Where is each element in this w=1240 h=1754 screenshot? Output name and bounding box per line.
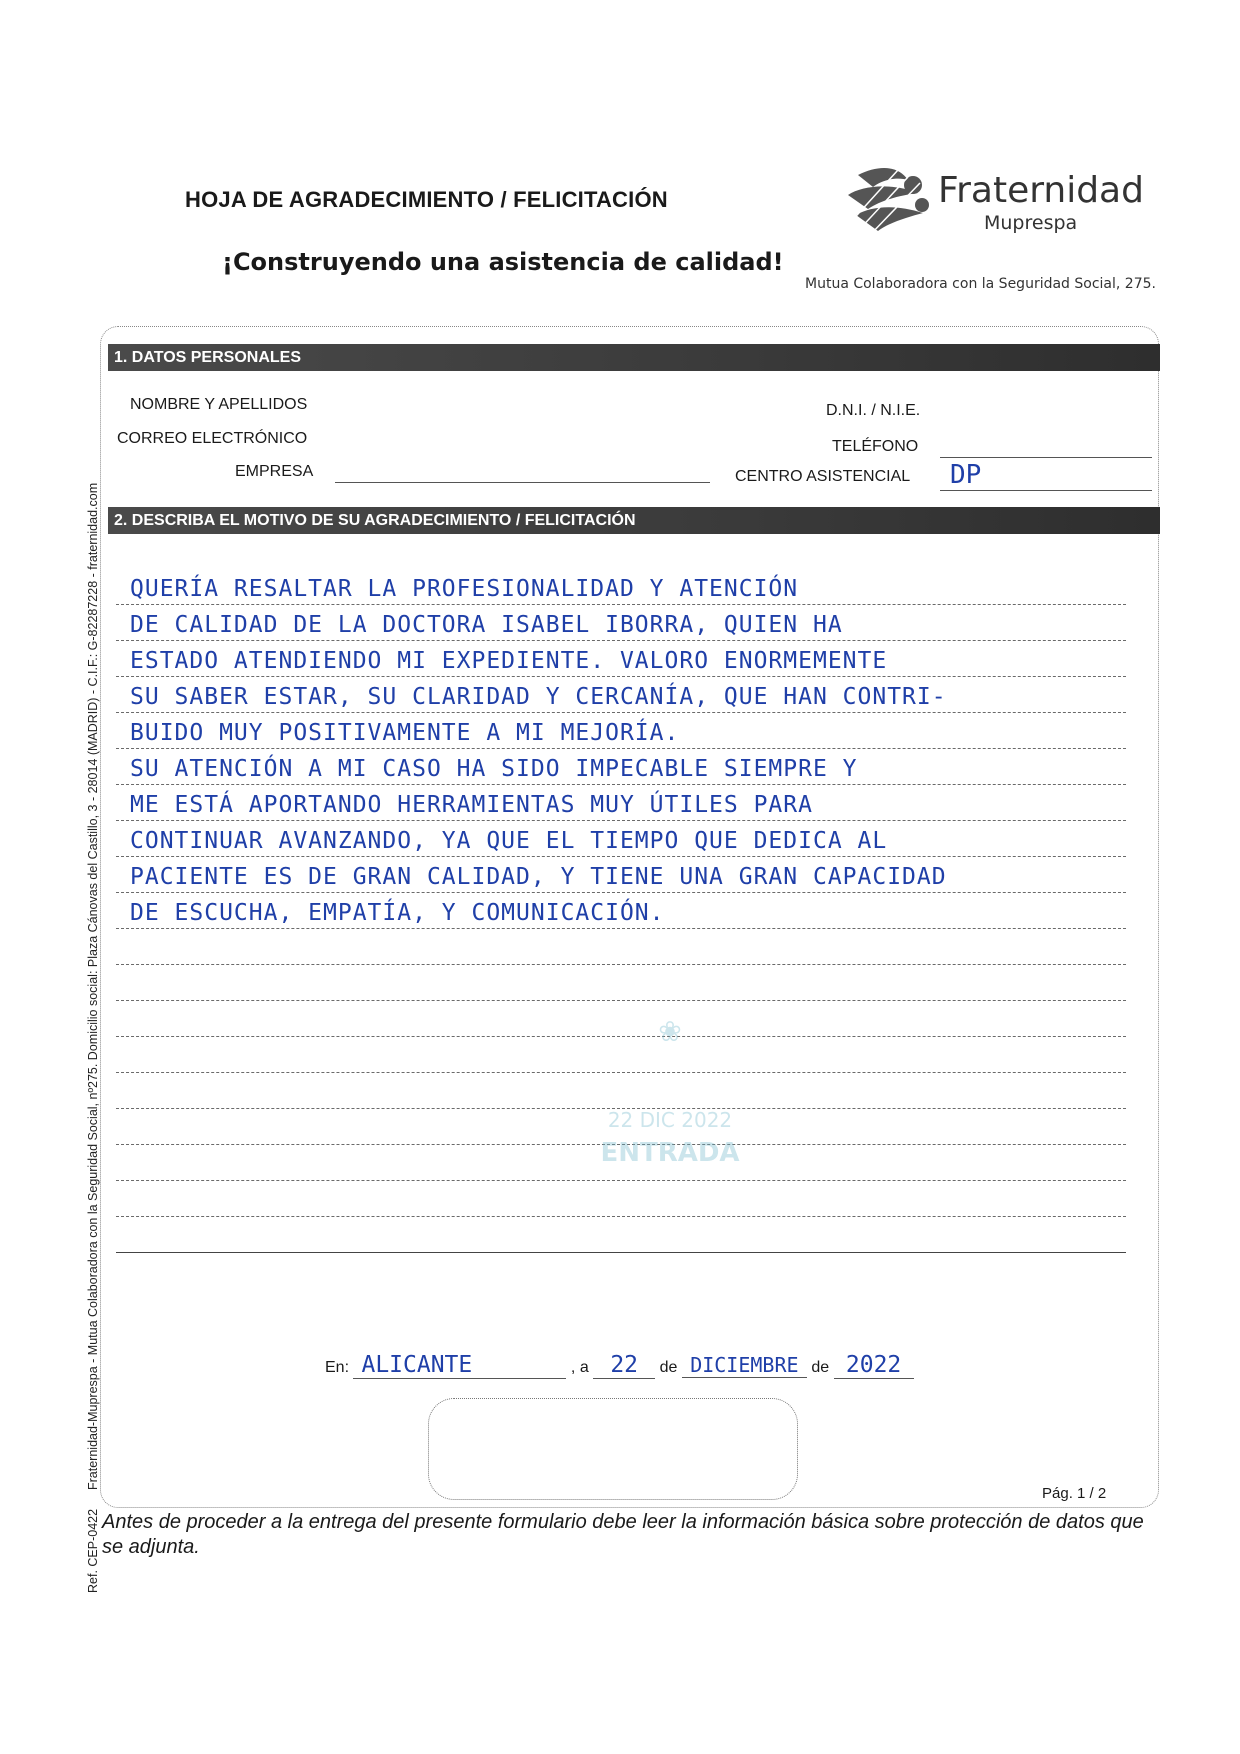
year-field[interactable]: 2022 (834, 1352, 914, 1379)
entry-stamp (560, 1015, 780, 1190)
telefono-label: TELÉFONO (832, 438, 919, 455)
date-row (325, 1352, 914, 1379)
centro-label: CENTRO ASISTENCIAL (735, 468, 911, 485)
empresa-label: EMPRESA (235, 463, 314, 480)
mutua-line: Mutua Colaboradora con la Seguridad Social, 275. (805, 276, 1156, 292)
reason-line (116, 642, 1126, 677)
reason-line-text: SU ATENCIÓN A MI CASO HA SIDO IMPECABLE SIEMPRE Y (130, 756, 858, 782)
side-reference: Ref. CEP-0422 (86, 1508, 100, 1593)
reason-line (116, 714, 1126, 749)
form-title: HOJA DE AGRADECIMIENTO / FELICITACIÓN (185, 187, 668, 212)
a-label: , a (570, 1359, 589, 1376)
stamp-logo-icon: ❀ (658, 1015, 682, 1048)
reason-line-text: PACIENTE ES DE GRAN CALIDAD, Y TIENE UNA GRAN CAPACIDAD (130, 864, 947, 890)
reason-line-text: DE ESCUCHA, EMPATÍA, Y COMUNICACIÓN. (130, 900, 665, 926)
reason-line (116, 786, 1126, 821)
day-field[interactable]: 22 (593, 1352, 655, 1379)
logo-name: Fraternidad (938, 170, 1144, 211)
de-label-1: de (659, 1359, 678, 1376)
reason-line (116, 750, 1126, 785)
reason-line-text: SU SABER ESTAR, SU CLARIDAD Y CERCANÍA, QUE HAN CONTRI- (130, 684, 947, 710)
page-number: Pág. 1 / 2 (1042, 1485, 1107, 1502)
correo-label: CORREO ELECTRÓNICO (117, 430, 308, 447)
reason-line (116, 858, 1126, 893)
month-field[interactable]: DICIEMBRE (682, 1353, 807, 1378)
section-reason-header (108, 507, 1160, 534)
signature-box[interactable] (428, 1398, 798, 1500)
en-label: En: (325, 1359, 350, 1376)
section-reason-title: 2. DESCRIBA EL MOTIVO DE SU AGRADECIMIENTO / FELICITACIÓN (114, 512, 636, 529)
de-label-2: de (811, 1359, 830, 1376)
side-legal-text: Fraternidad-Muprespa - Mutua Colaboradora con la Seguridad Social, nº275. Domicilio social: Plaza Cánovas del Castillo, 3 - 28014 (MADRID) - C.I.F.: G-82287228 - fraternidad.com (86, 482, 100, 1490)
reason-line (116, 606, 1126, 641)
logo-subname: Muprespa (984, 212, 1078, 234)
place-field[interactable]: ALICANTE (353, 1352, 566, 1379)
centro-value: DP (950, 460, 982, 490)
section-personal-data-title: 1. DATOS PERSONALES (114, 349, 301, 366)
centro-field[interactable] (940, 490, 1152, 491)
reason-line-text: BUIDO MUY POSITIVAMENTE A MI MEJORÍA. (130, 720, 680, 746)
reason-line (116, 894, 1126, 929)
reason-line (116, 930, 1126, 965)
reason-line (116, 678, 1126, 713)
reason-line (116, 822, 1126, 857)
fraternidad-logo-icon (838, 165, 930, 235)
stamp-text: ENTRADA (600, 1138, 740, 1168)
reason-line (116, 570, 1126, 605)
section-personal-data-header (108, 344, 1160, 371)
nombre-label: NOMBRE Y APELLIDOS (130, 396, 308, 413)
empresa-field[interactable] (335, 482, 710, 483)
reason-line-text: QUERÍA RESALTAR LA PROFESIONALIDAD Y ATENCIÓN (130, 576, 799, 602)
reason-line-text: ME ESTÁ APORTANDO HERRAMIENTAS MUY ÚTILES PARA (130, 792, 813, 818)
stamp-date: 22 DIC 2022 (607, 1108, 733, 1132)
reason-line-text: CONTINUAR AVANZANDO, YA QUE EL TIEMPO QUE DEDICA AL (130, 828, 888, 854)
reason-line-text: ESTADO ATENDIENDO MI EXPEDIENTE. VALORO ENORMEMENTE (130, 648, 888, 674)
privacy-notice: Antes de proceder a la entrega del presente formulario debe leer la información básica sobre protección de datos que se adjunta. (102, 1511, 1144, 1558)
reason-line (116, 1218, 1126, 1253)
form-subtitle: ¡Construyendo una asistencia de calidad! (222, 248, 784, 276)
telefono-field[interactable] (940, 457, 1152, 458)
reason-line-text: DE CALIDAD DE LA DOCTORA ISABEL IBORRA, QUIEN HA (130, 612, 843, 638)
reason-line (116, 966, 1126, 1001)
dni-label: D.N.I. / N.I.E. (826, 402, 921, 419)
